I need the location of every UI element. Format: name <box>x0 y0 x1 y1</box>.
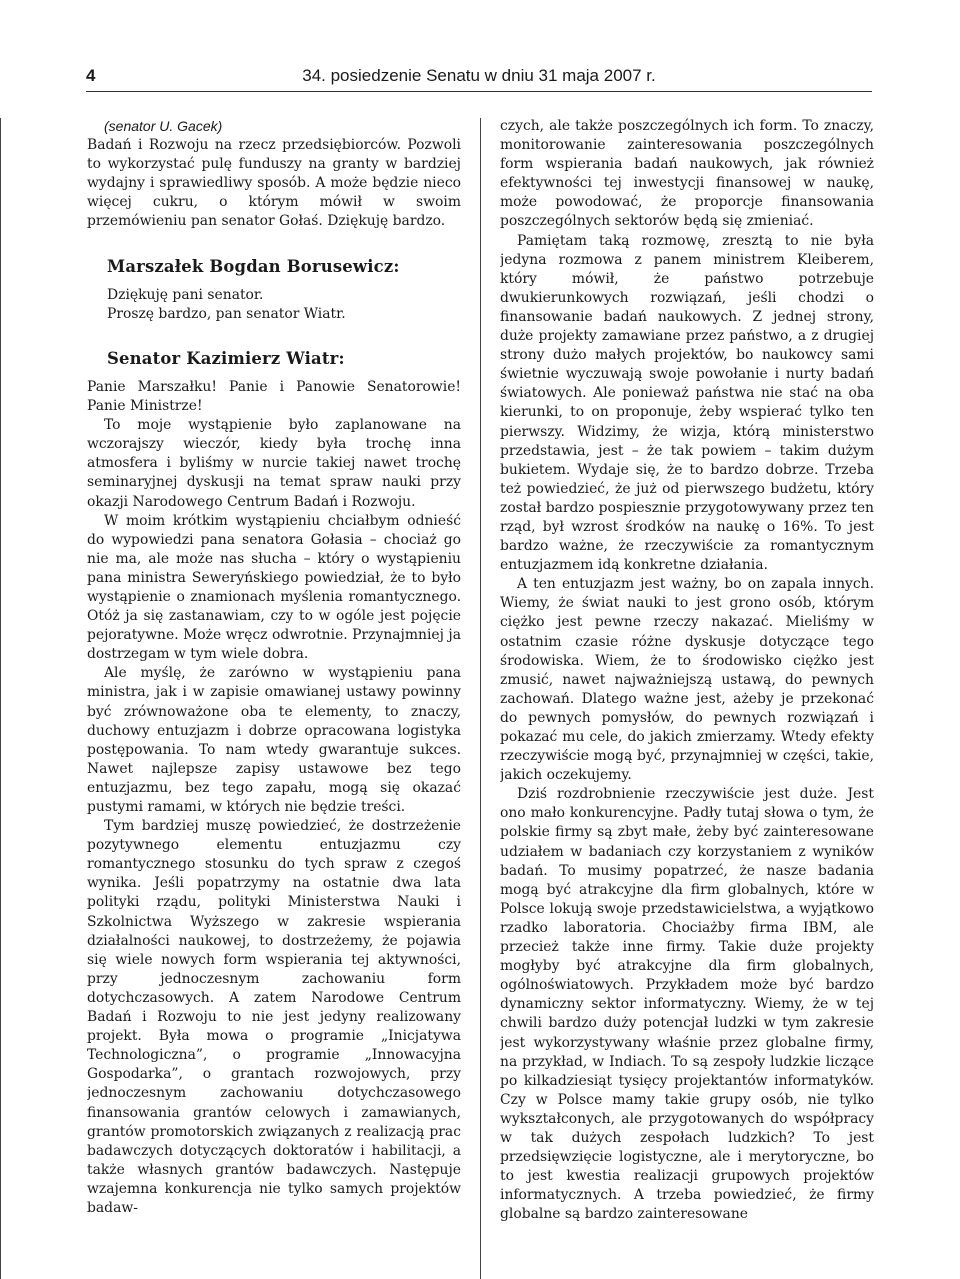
speaker-reference: (senator U. Gacek) <box>104 118 223 134</box>
speaker-remarks <box>107 286 461 324</box>
remark-line: Proszę bardzo, pan senator Wiatr. <box>107 305 346 322</box>
left-column <box>87 117 461 1279</box>
speaker-heading: Marszałek Bogdan Borusewicz: <box>107 256 400 276</box>
header-rule <box>86 91 872 92</box>
greeting: Panie Marszałku! Panie i Panowie Senatorowie! Panie Ministrze! <box>87 378 461 415</box>
paragraph: Dziś rozdrobnienie rzeczywiście jest duże. Jest ono mało konkurencyjne. Padły tutaj słowa o tym, że polskie firmy są zbyt małe, żeby być zainteresowane udziałem w badaniach czy korzystaniem z wyników badań. To musimy popatrzeć, że nasze badania mogą być atrakcyjne dla firm globalnych, które w Polsce lokują swoje przedstawicielstwa, a wyjątkowo rzadko laboratoria. Chociażby firma IBM, ale przecież także inne firmy. Takie duże projekty mogłyby być atrakcyjne dla firm globalnych, ogólnoświatowych. Przykładem może być bardzo dynamiczny sektor informatyczny. Wiemy, że w tej chwili bardzo duży potencjał ludzki w tym zakresie jest wykorzystywany właśnie przez globalne firmy, na przykład, w Indiach. To są zespoły ludzkie liczące po kilkadziesiąt tysięcy projektantów informatyków. Czy w Polsce mamy takie grupy osób, nie tylko wykształconych, ale przygotowanych do współpracy w tak dużych zespołach ludzkich? To jest przedsięwzięcie logistyczne, ale i merytoryczne, bo to jest kwestia realizacji grupowych projektów informatycznych. A trzeba powiedzieć, że firmy globalne są bardzo zainteresowane <box>500 786 874 1223</box>
page-header <box>86 66 872 88</box>
paragraph: Pamiętam taką rozmowę, zresztą to nie była jedyna rozmowa z panem ministrem Kleiberem, który mówił, że państwo potrzebuje dwukierunkowych rozwiązań, jeśli chodzi o finansowanie badań naukowych. Z jednej strony, duże projekty zamawiane przez państwo, a z drugiej strony dużo małych projektów, bo naukowcy sami świetnie wyczuwają swoje powołanie i nurty badań światowych. Ale ponieważ państwa nie stać na oba kierunki, to on proponuje, żeby wspierać tylko ten pierwszy. Widzimy, że wizja, którą ministerstwo przedstawia, jest – że tak powiem – takim dużym bukietem. Wydaje się, że to bardzo dobrze. Trzeba też powiedzieć, że już od pierwszego budżetu, który został bardzo pospiesznie przygotowywany przez ten rząd, był wzrost środków na naukę o 16%. To jest bardzo ważne, że rzeczywiście za romantycznym entuzjazmem idą konkretne działania. <box>500 232 874 574</box>
paragraph: czych, ale także poszczególnych ich form. To znaczy, monitorowanie zainteresowania poszczególnych form wspierania badań naukowych, jak również efektywności tej inwestycji finansowej w naukę, może powodować, że proporcje finansowania poszczególnych sektorów będą się zmieniać. <box>500 118 874 230</box>
left-margin-rule <box>0 118 1 1279</box>
paragraph: A ten entuzjazm jest ważny, bo on zapala innych. Wiemy, że świat nauki to jest grono osób, którym ciężko jest pewne rzeczy nakazać. Mieliśmy w ostatnim czasie różne dyskusje dotyczące tego środowiska. Wiem, że to środowisko ciężko jest zmusić, nawet najważniejszą ustawą, do pewnych zachowań. Dlatego ważne jest, ażeby je przekonać do pewnych pomysłów, do pewnych rozwiązań i pokazać mu cele, do jakich zmierzamy. Wtedy efekty rzeczywiście mogą być, przynajmniej w części, takie, jakich oczekujemy. <box>500 576 874 784</box>
paragraph: Ale myślę, że zarówno w wystąpieniu pana ministra, jak i w zapisie omawianej ustawy powinny być zrównoważone oba te elementy, to znaczy, duchowy entuzjazm i dobrze opracowana logistyka postępowania. To nam wtedy gwarantuje sukces. Nawet najlepsze zapisy ustawowe bez tego entuzjazmu, bez tego zapału, mogą się okazać pustymi ramami, w których nie będzie treści. <box>87 665 461 815</box>
right-column <box>500 117 874 1279</box>
page-number: 4 <box>86 66 96 85</box>
paragraph: Tym bardziej muszę powiedzieć, że dostrzeżenie pozytywnego elementu entuzjazmu czy romantycznego stosunku do tych spraw z czegoś wynika. Jeśli popatrzymy na ostatnie dwa lata polityki rządu, polityki Ministerstwa Nauki i Szkolnictwa Wyższego w zakresie wspierania działalności naukowej, to dostrzeżemy, że pojawia się wiele nowych form wspierania tej aktywności, przy jednoczesnym zachowaniu form dotychczasowych. A zatem Narodowe Centrum Badań i Rozwoju to nie jest jedyny realizowany projekt. Była mowa o programie „Inicjatywa Technologiczna”, o programie „Innowacyjna Gospodarka”, o grantach rozwojowych, przy jednoczesnym zachowaniu dotychczasowego finansowania grantów celowych i zamawianych, grantów promotorskich związanych z realizacją prac badawczych dotyczących doktoratów i habilitacji, a także własnych grantów badawczych. Następuje wzajemna konkurencja nie tylko samych projektów badaw- <box>87 818 461 1216</box>
paragraph: To moje wystąpienie było zaplanowane na wczorajszy wieczór, kiedy była trochę inna atmosfera i byliśmy w nurcie takiej nawet trochę seminaryjnej dyskusji na temat spraw nauki przy okazji Narodowego Centrum Badań i Rozwoju. <box>87 417 461 510</box>
column-divider <box>480 118 481 1279</box>
running-title: 34. posiedzenie Senatu w dniu 31 maja 2007 r. <box>302 66 656 85</box>
remark-line: Dziękuję pani senator. <box>107 286 264 303</box>
paragraph: Badań i Rozwoju na rzecz przedsiębiorców. Pozwoli to wykorzystać pulę funduszy na granty w bardziej wydajny i sprawiedliwy sposób. A może będzie nieco więcej cukru, o którym mówił w swoim przemówieniu pan senator Gołaś. Dziękuję bardzo. <box>87 137 461 230</box>
paragraph: W moim krótkim wystąpieniu chciałbym odnieść do wypowiedzi pana senatora Gołasia – chociaż go nie ma, ale może nas słucha – który o wystąpieniu pana ministra Seweryńskiego powiedział, że to było wystąpienie o znamionach myślenia romantycznego. Otóż ja się zastanawiam, czy to w ogóle jest pojęcie pejoratywne. Może wręcz odwrotnie. Przynajmniej ja dostrzegam w tym wiele dobra. <box>87 512 461 663</box>
speaker-heading: Senator Kazimierz Wiatr: <box>107 348 345 368</box>
